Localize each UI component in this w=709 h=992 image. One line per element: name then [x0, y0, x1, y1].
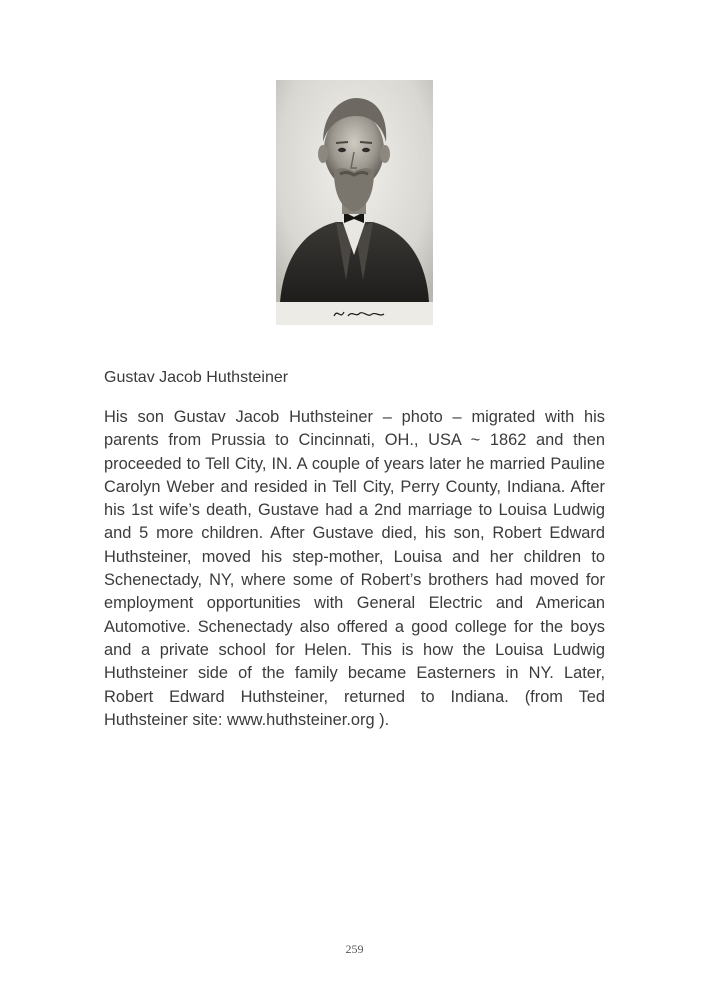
- portrait-illustration: [276, 80, 433, 325]
- portrait-photo: [276, 80, 433, 325]
- body-paragraph: His son Gustav Jacob Huthsteiner – photo – migrated with his parents from Prussia to Cincinnati, OH., USA ~ 1862 and then proceeded to Tell City, IN. A couple of years later he married Pauline Carolyn Weber and resided in Tell City, Perry County, Indiana. After his 1st wife’s death, Gustave had a 2nd marriage to Louisa Ludwig and 5 more children. After Gustave died, his son, Robert Edward Huthsteiner, moved his step-mother, Louisa and her children to Schenectady, NY, where some of Robert’s brothers had moved for employment opportunities with General Electric and American Automotive. Schenectady also offered a good college for the boys and a private school for Helen. This is how the Louisa Ludwig Huthsteiner side of the family became Easterners in NY. Later, Robert Edward Huthsteiner, returned to Indiana. (from Ted Huthsteiner site: www.huthsteiner.org ).: [104, 408, 605, 729]
- page-number: 259: [345, 942, 364, 956]
- photo-caption: Gustav Jacob Huthsteiner: [104, 369, 289, 386]
